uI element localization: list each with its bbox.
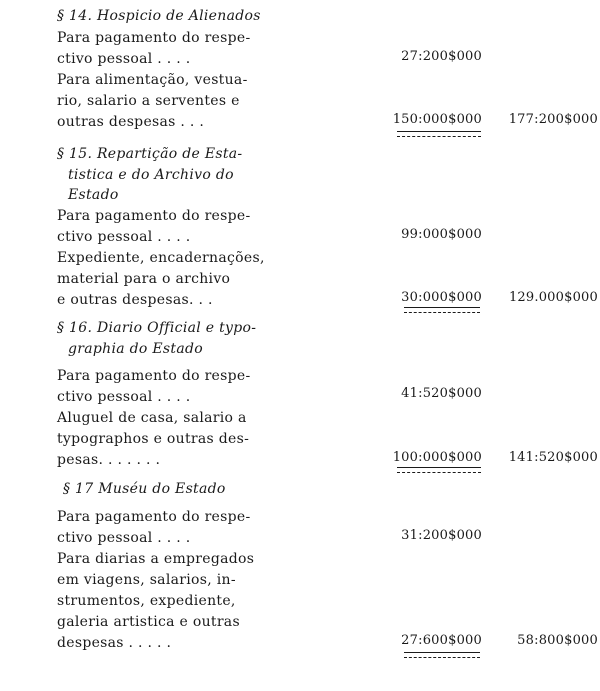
section-15-amount-2: 30:000$000	[401, 290, 482, 305]
section-16-total: 141:520$000	[508, 450, 598, 465]
section-17-line-3: Para diarias a empregados	[57, 551, 255, 567]
section-17-total: 58:800$000	[517, 633, 598, 648]
section-17-underline	[404, 652, 480, 658]
section-14-line-1: Para pagamento do respe-	[57, 30, 251, 46]
section-17-line-5: strumentos, expediente,	[57, 593, 236, 609]
section-16-line-1: Para pagamento do respe-	[57, 368, 251, 384]
section-17-amount-2: 27:600$000	[401, 633, 482, 648]
section-15-amount-1: 99:000$000	[401, 227, 482, 242]
section-16-line-3: Aluguel de casa, salario a	[57, 410, 247, 426]
section-16-underline	[397, 467, 481, 473]
section-14-line-4: rio, salario a serventes e	[57, 93, 240, 109]
section-15-line-4: material para o archivo	[57, 271, 231, 287]
section-16-heading-line-2: graphia do Estado	[68, 341, 203, 357]
section-15-underline	[404, 307, 480, 313]
section-15-line-3: Expediente, encadernações,	[57, 250, 265, 266]
section-17-amount-1: 31:200$000	[401, 528, 482, 543]
section-15-line-1: Para pagamento do respe-	[57, 208, 251, 224]
section-14-line-2: ctivo pessoal . . . .	[57, 51, 191, 67]
section-17-line-6: galeria artistica e outras	[57, 614, 240, 630]
section-16-line-5: pesas. . . . . . .	[57, 452, 161, 468]
section-17-line-1: Para pagamento do respe-	[57, 509, 251, 525]
section-15-total: 129.000$000	[508, 290, 598, 305]
section-16-amount-1: 41:520$000	[401, 386, 482, 401]
section-14-amount-2: 150:000$000	[392, 112, 482, 127]
section-14-total: 177:200$000	[508, 112, 598, 127]
section-15-line-5: e outras despesas. . .	[57, 292, 213, 308]
section-15-heading-line-1: § 15. Repartição de Esta-	[57, 146, 243, 162]
section-17-heading: § 17 Muséu do Estado	[63, 481, 226, 497]
section-16-heading-line-1: § 16. Diario Official e typo-	[57, 320, 257, 336]
section-17-line-2: ctivo pessoal . . . .	[57, 530, 191, 546]
section-16-line-4: typographos e outras des-	[57, 431, 250, 447]
section-15-heading-line-2: tistica e do Archivo do	[68, 167, 234, 183]
section-14-line-5: outras despesas . . .	[57, 114, 205, 130]
section-17-line-4: em viagens, salarios, in-	[57, 572, 236, 588]
section-14-line-3: Para alimentação, vestua-	[57, 72, 248, 88]
section-15-line-2: ctivo pessoal . . . .	[57, 229, 191, 245]
section-14-underline	[397, 131, 481, 137]
section-16-line-2: ctivo pessoal . . . .	[57, 389, 191, 405]
section-14-amount-1: 27:200$000	[401, 49, 482, 64]
section-16-amount-2: 100:000$000	[392, 450, 482, 465]
section-17-line-7: despesas . . . . .	[57, 635, 172, 651]
section-14-heading: § 14. Hospicio de Alienados	[57, 8, 261, 24]
section-15-heading-line-3: Estado	[68, 187, 119, 203]
